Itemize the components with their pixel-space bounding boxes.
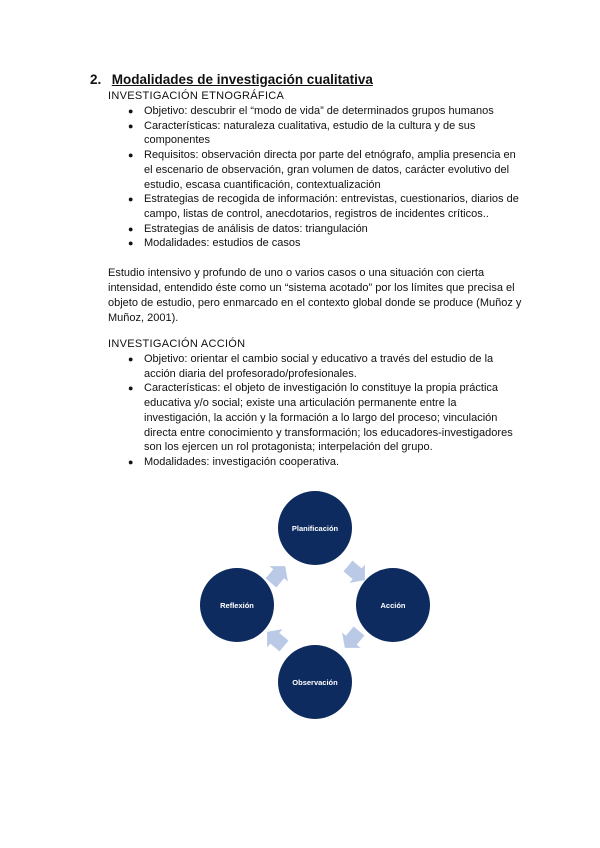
node-label-planificacion: Planificación [291,524,339,533]
bullet-icon: ● [128,194,134,205]
estudio-de-casos-paragraph: Estudio intensivo y profundo de uno o varios casos o una situación con cierta intensidad, entendido éste como un “sistema acotado” por los límites que precisa el objeto de estudio, pero enmarcado en el contexto global donde se produce (Muñoz y Muñoz, 2001). [108,267,522,324]
etnografica-list [126,104,526,251]
list-item [126,352,526,381]
list-item [126,381,526,455]
section-number: 2. [90,72,102,87]
list-item [126,192,526,221]
node-accion [356,568,430,642]
list-item-text: Modalidades: investigación cooperativa. [144,455,340,468]
node-reflexion [200,568,274,642]
section-title: Modalidades de investigación cualitativa [111,72,373,87]
node-label-reflexion: Reflexión [220,601,254,610]
list-item [126,104,526,119]
list-item-text: Estrategias de recogida de información: entrevistas, cuestionarios, diarios de campo, listas de control, anecdotarios, registros de incidentes críticos.. [144,193,519,220]
list-item-text: Estrategias de análisis de datos: triangulación [144,222,368,235]
list-item [126,236,526,251]
list-item-text: Características: naturaleza cualitativa, estudio de la cultura y de sus componentes [144,119,476,147]
list-item [126,222,526,237]
list-item [126,119,526,148]
node-planificacion [278,491,352,565]
list-item-text: Objetivo: descubrir el “modo de vida” de determinados grupos humanos [144,105,494,117]
node-observacion [278,645,352,719]
bullet-icon: ● [128,223,134,234]
node-label-observacion: Observación [292,678,338,687]
bullet-icon: ● [128,238,134,249]
bullet-icon: ● [128,354,134,364]
node-label-accion: Acción [380,601,406,610]
list-item-text: Requisitos: observación directa por parte del etnógrafo, amplia presencia en el escenario de observación, gran volumen de datos, carácter evolutivo del estudio, escasa cuantificación, contextualización [144,149,516,191]
bullet-icon: ● [128,456,134,467]
bullet-icon: ● [128,106,134,116]
accion-list [126,352,526,470]
list-item-text: Objetivo: orientar el cambio social y educativo a través del estudio de la acción diaria del profesorado/profesionales. [144,353,494,380]
cycle-arrows [259,557,372,656]
bullet-icon: ● [128,383,134,394]
list-item [126,148,526,192]
etnografica-heading: INVESTIGACIÓN ETNOGRÁFICA [108,90,285,102]
bullet-icon: ● [128,120,134,131]
section-heading [90,72,373,87]
action-research-cycle-diagram [195,488,435,728]
bullet-icon: ● [128,150,134,161]
list-item-text: Modalidades: estudios de casos [144,237,301,250]
list-item-text: Características: el objeto de investigación lo constituye la propia práctica educativa y/o social; existe una articulación permanente entre la investigación, la acción y la formación a lo largo del proceso; vinculación directa entre conocimiento y transformación; los educadores-investigadores son los ejercen un rol protagonista; interpelación del grupo. [144,382,513,454]
accion-heading: INVESTIGACIÓN ACCIÓN [108,338,246,350]
list-item [126,455,526,470]
arrow-icon [336,623,369,655]
